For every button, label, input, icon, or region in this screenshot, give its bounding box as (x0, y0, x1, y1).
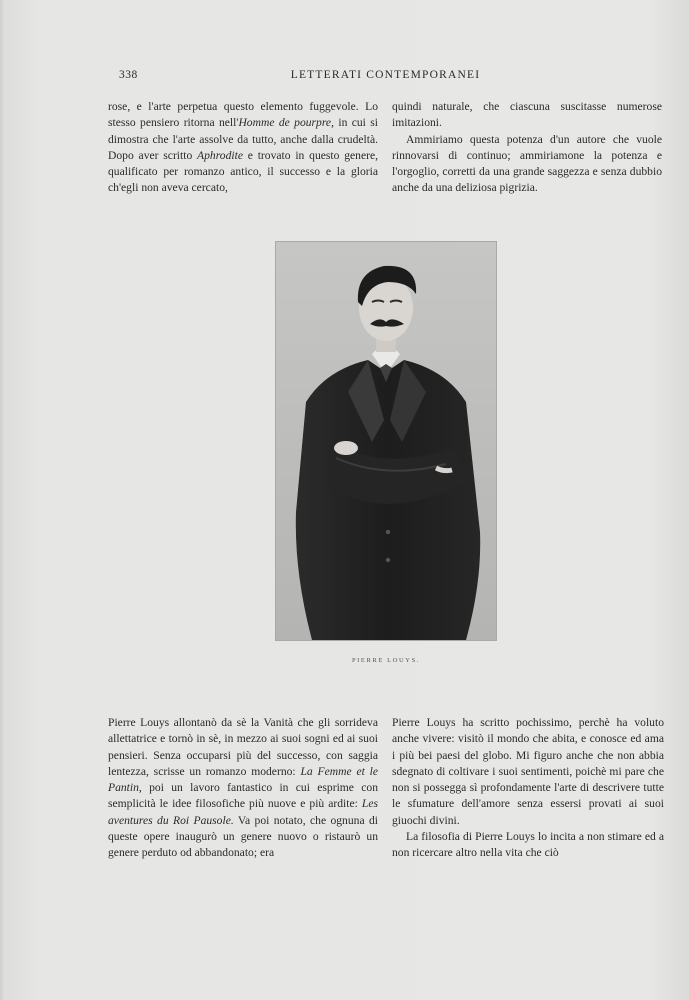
text-run: Pierre Louys allontanò da sè la Vanità che gli sorrideva allettatrice e tornò in sè, in mezzo ai suoi sogni ed ai suoi pensieri. Senza occuparsi più del successo, con saggia lentezza, scrisse un romanzo moderno: (108, 716, 378, 778)
paragraph: La filosofia di Pierre Louys lo incita a non stimare ed a non ricercare altro nella vita che ciò (392, 830, 664, 860)
portrait-photo (276, 242, 496, 640)
page-number: 338 (119, 69, 138, 81)
text-run: poi un lavoro fantastico in cui esprime con semplicità le idee filosofiche più nuove e più ardite: (108, 781, 378, 811)
text-run: in cui si dimostra che l'arte assolve da tutto, anche dalla crudeltà. Dopo aver scritto (108, 116, 378, 162)
column-bottom-left (108, 715, 378, 862)
portrait-figure (276, 242, 496, 640)
text-run: Va poi notato, che ognuna di queste opere inaugurò un genere nuovo o ristaurò un genere perduto od abbandonato; era (108, 813, 378, 860)
page-edge (0, 0, 6, 1000)
column-bottom-right (392, 715, 664, 862)
column-top-left (108, 99, 378, 197)
book-title: Aphrodite (197, 148, 243, 162)
paragraph: Ammiriamo questa potenza d'un autore che vuole rinnovarsi di continuo; ammiriamone la potenza e l'orgoglio, corretti da una grande saggezza e senza dubbio anche da una deliziosa pigrizia. (392, 132, 662, 195)
book-title: La Femme et le Pantin, (108, 764, 378, 795)
paragraph: Pierre Louys ha scritto pochissimo, perchè ha voluto anche vivere: visitò il mondo che abita, e conosce ed ama i più bei paesi del globo. Mi figuro anche che non abbia sdegnato di coltivare i suoi sentimenti, poichè mi pare che non si possegga sì profondamente l'arte di descrivere tutte le sfumature dell'amore senza essersi provati ai suoi giuochi divini. (392, 716, 664, 827)
running-head: LETTERATI CONTEMPORANEI (290, 69, 481, 81)
paragraph (108, 715, 378, 862)
text-run: rose, e l'arte perpetua questo elemento fuggevole. Lo stesso pensiero ritorna nell' (108, 100, 378, 130)
paragraph (108, 99, 378, 197)
photo-caption: PIERRE LOUYS. (351, 657, 421, 664)
column-top-right (392, 99, 662, 197)
page-header (107, 69, 664, 85)
book-title: Homme de pourpre, (238, 116, 334, 130)
text-run: e trovato in questo genere, qualificato per romanzo antico, il successo e la gloria ch'egli non aveva cercato, (108, 148, 378, 195)
paragraph: quindi naturale, che ciascuna suscitasse numerose imitazioni. (392, 100, 662, 130)
book-title: Les aventures du Roi Pausole. (108, 797, 378, 827)
